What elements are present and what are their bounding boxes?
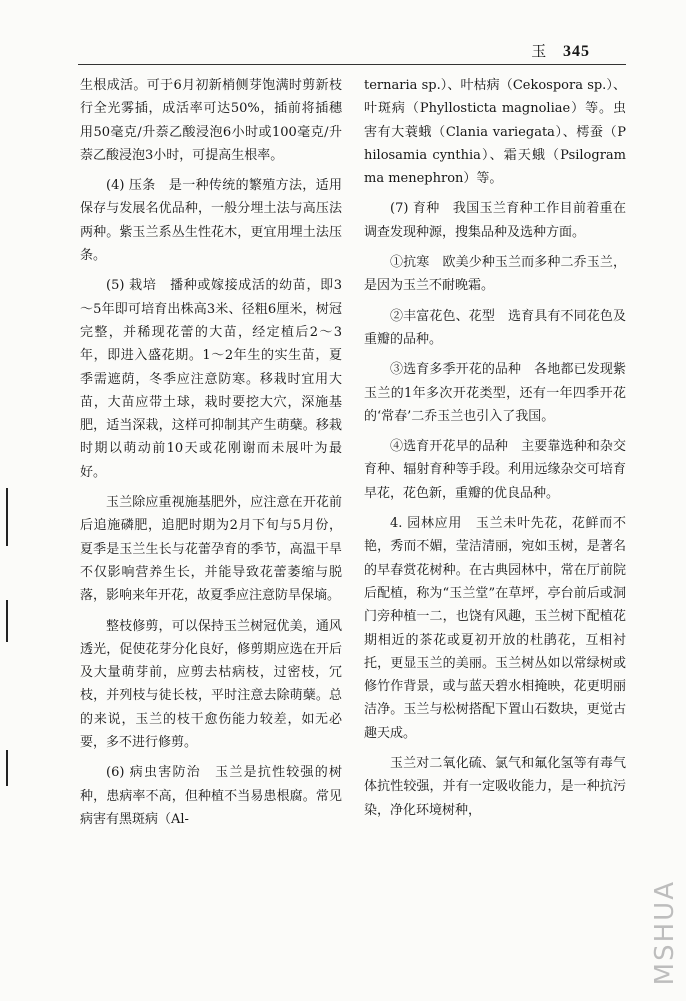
paragraph: ④选育开花早的品种 主要靠选种和杂交育种、辐射育种等手段。利用远缘杂交可培育早花，花色新，重瓣的优良品种。 (364, 439, 626, 501)
paragraph: 整枝修剪，可以保持玉兰树冠优美，通风透光，促使花芽分化良好，修剪期应选在开后及大量萌芽前，应剪去枯病枝，过密枝，冗枝，并列枝与徒长枝，平时注意去除萌蘖。总的来说，玉兰的枝干愈伤能力较差，如无必要，多不进行修剪。 (80, 618, 342, 751)
running-header (531, 40, 590, 61)
scan-edge-mark (6, 600, 8, 642)
paragraph: (5) 栽培 播种或嫁接成活的幼苗，即3～5年即可培育出株高3米、径粗6厘米，树冠完整，并稀现花蕾的大苗，经定植后2～3年，即进入盛花期。1～2年生的实生苗，夏季需遮荫，冬季应注意防寒。移栽时宜用大苗，大苗应带土球，栽时要挖大穴，深施基肥，适当深栽，这样可抑制其产生萌蘖。移栽时期以萌动前10天或花刚谢而未展叶为最好。 (80, 278, 342, 480)
paragraph: 4. 园林应用 玉兰未叶先花，花鲜而不艳，秀而不媚，莹洁清丽，宛如玉树，是著名的早春赏花树种。在古典园林中，常在厅前院后配植，称为“玉兰堂”在草坪，亭台前后或洞门旁种植一二，也饶有风趣，玉兰树下配植花期相近的茶花或夏初开放的杜鹃花，互相衬托，更显玉兰的美丽。玉兰树丛如以常绿树或修竹作背景，或与蓝天碧水相掩映，花更明丽洁净。玉兰与松树搭配下置山石数块，更觉古趣天成。 (364, 516, 626, 741)
scan-edge-mark (6, 488, 8, 546)
paragraph: (6) 病虫害防治 玉兰是抗性较强的树种，患病率不高，但种植不当易患根腐。常见病害有黑斑病（Al- (80, 765, 342, 827)
left-column (80, 74, 342, 838)
paragraph: 生根成活。可于6月初新梢侧芽饱满时剪新枝行全光雾插，成活率可达50%，插前将插穗用50毫克/升萘乙酸浸泡6小时或100毫克/升萘乙酸浸泡3小时，可提高生根率。 (80, 78, 342, 163)
paragraph: (7) 育种 我国玉兰育种工作目前着重在调查发现种源，搜集品种及选种方面。 (364, 201, 626, 240)
paragraph: (4) 压条 是一种传统的繁殖方法，适用保存与发展名优品种，一般分埋土法与高压法两种。紫玉兰系丛生性花木，更宜用埋土法压条。 (80, 178, 342, 264)
right-column (364, 74, 626, 829)
paragraph: 玉兰对二氧化硫、氯气和氟化氢等有毒气体抗性较强，并有一定吸收能力，是一种抗污染，净化环境树种， (364, 756, 626, 818)
paragraph: 玉兰除应重视施基肥外，应注意在开花前后追施磷肥，追肥时期为2月下旬与5月份，夏季是玉兰生长与花蕾孕育的季节，高温干旱不仅影响营养生长，并能导致花蕾萎缩与脱落，影响来年开花，故夏季应注意防旱保墒。 (80, 495, 342, 604)
page-number: 345 (563, 43, 590, 60)
paragraph: ③选育多季开花的品种 各地都已发现紫玉兰的1年多次开花类型，还有一年四季开花的‘常春’二乔玉兰也引入了我国。 (364, 362, 626, 424)
header-rule (78, 64, 626, 65)
paragraph: ①抗寒 欧美少种玉兰而多种二乔玉兰，是因为玉兰不耐晚霜。 (364, 255, 626, 294)
paragraph: ②丰富花色、花型 选育具有不同花色及重瓣的品种。 (364, 308, 626, 347)
paragraph: ternaria sp.）、叶枯病（Cekospora sp.）、叶斑病（Phyllosticta magnoliae）等。虫害有大蓑蛾（Clania variegata）、樗蚕（Philosamia cynthia）、霜天蛾（Psilogramma menephron）等。 (364, 78, 626, 187)
scan-edge-mark (6, 750, 8, 786)
chapter-title: 玉 (531, 42, 548, 60)
watermark: MSHUA (650, 880, 680, 986)
